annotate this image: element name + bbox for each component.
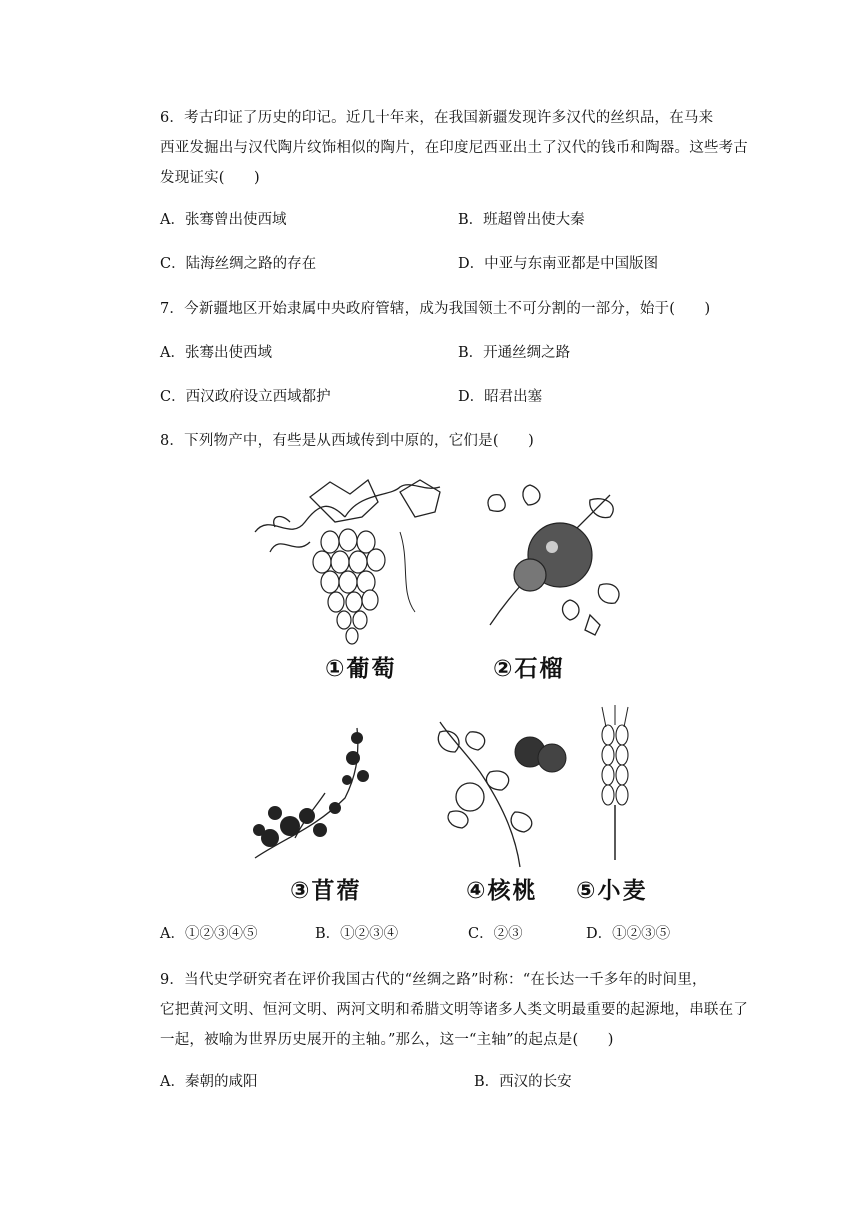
q7-option-b: B．开通丝绸之路	[458, 345, 571, 361]
caption-wheat: ⑤小麦	[576, 878, 648, 904]
q8-option-b: B．①②③④	[315, 926, 399, 942]
caption-pomegranate: ②石榴	[493, 656, 565, 682]
q6-option-a: A．张骞曾出使西域	[160, 212, 287, 228]
q9-stem-line-2: 它把黄河文明、恒河文明、两河文明和希腊文明等诸多人类文明最重要的起源地，串联在了	[160, 1002, 748, 1018]
alfalfa-illustration	[245, 718, 395, 868]
walnut-illustration	[420, 712, 570, 872]
q7-option-a: A．张骞出使西域	[160, 345, 272, 361]
wheat-illustration	[590, 705, 640, 865]
q8-option-d: D．①②③⑤	[586, 926, 671, 942]
pomegranate-illustration	[470, 475, 650, 645]
q7-stem: 7．今新疆地区开始隶属中央政府管辖，成为我国领土不可分割的一部分，始于( )	[160, 301, 711, 317]
q8-option-c: C．②③	[468, 926, 523, 942]
q9-stem-line-3: 一起，被喻为世界历史展开的主轴。”那么，这一“主轴”的起点是( )	[160, 1032, 614, 1048]
grape-illustration	[250, 472, 460, 652]
q6-stem-line-2: 西亚发掘出与汉代陶片纹饰相似的陶片，在印度尼西亚出土了汉代的钱币和陶器。这些考古	[160, 140, 748, 156]
q6-stem-line-1: 6．考古印证了历史的印记。近几十年来，在我国新疆发现许多汉代的丝织品，在马来	[160, 110, 714, 126]
q7-option-c: C．西汉政府设立西域都护	[160, 389, 331, 405]
q7-option-d: D．昭君出塞	[458, 389, 543, 405]
caption-walnut: ④核桃	[466, 878, 538, 904]
q6-stem-line-3: 发现证实( )	[160, 170, 260, 186]
q6-option-c: C．陆海丝绸之路的存在	[160, 256, 317, 272]
q9-stem-line-1: 9．当代史学研究者在评价我国古代的“丝绸之路”时称：“在长达一千多年的时间里，	[160, 972, 707, 988]
caption-grape: ①葡萄	[325, 656, 397, 682]
q6-option-d: D．中亚与东南亚都是中国版图	[458, 256, 659, 272]
q8-stem: 8．下列物产中，有些是从西域传到中原的，它们是( )	[160, 433, 534, 449]
q9-option-a: A．秦朝的咸阳	[160, 1074, 258, 1090]
q9-option-b: B．西汉的长安	[474, 1074, 572, 1090]
q8-option-a: A．①②③④⑤	[160, 926, 258, 942]
q6-option-b: B．班超曾出使大秦	[458, 212, 585, 228]
caption-alfalfa: ③苜蓿	[290, 878, 362, 904]
